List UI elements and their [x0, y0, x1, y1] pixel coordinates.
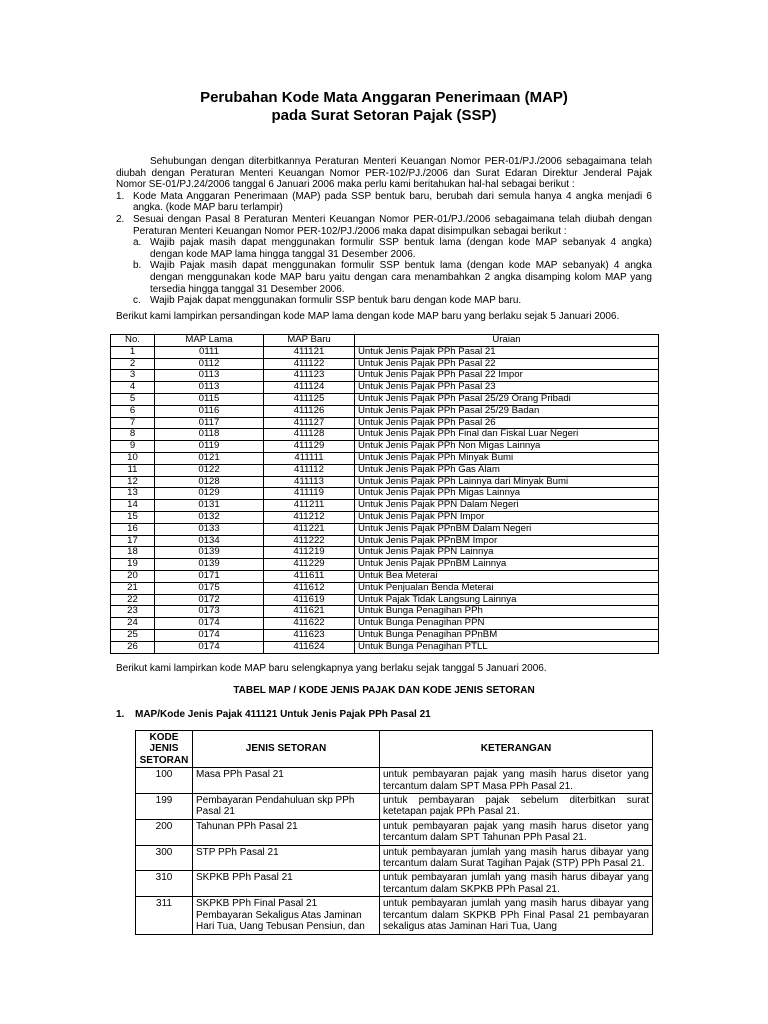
cell-no: 22 [111, 594, 155, 606]
table-row [111, 464, 659, 476]
table-row [111, 606, 659, 618]
table-row [111, 452, 659, 464]
map-table-body [111, 346, 659, 653]
table-row [111, 405, 659, 417]
sub-list-item [116, 260, 652, 295]
cell-uraian: Untuk Jenis Pajak PPh Pasal 22 Impor [355, 370, 659, 382]
cell-map-baru: 411126 [264, 405, 355, 417]
cell-uraian: Untuk Jenis Pajak PPh Migas Lainnya [355, 488, 659, 500]
table-row [136, 794, 653, 820]
table-row [111, 535, 659, 547]
cell-uraian: Untuk Bunga Penagihan PTLL [355, 641, 659, 653]
cell-map-lama: 0122 [155, 464, 264, 476]
cell-map-baru: 411119 [264, 488, 355, 500]
table-row [111, 511, 659, 523]
cell-map-lama: 0119 [155, 441, 264, 453]
cell-kode: 199 [136, 794, 193, 820]
table-row [111, 488, 659, 500]
sub-list-text: Wajib Pajak masih dapat menggunakan formulir SSP bentuk lama (dengan kode MAP sebanyak) 4 angka dengan menggunakan kode MAP baru yaitu dengan cara menambahkan 2 angka disamping kolom MAP yang tersedia hingga tanggal 31 Desember 2006. [150, 260, 652, 295]
cell-map-baru: 411121 [264, 346, 355, 358]
table-row [136, 897, 653, 934]
cell-uraian: Untuk Jenis Pajak PPh Non Migas Lainnya [355, 441, 659, 453]
cell-no: 24 [111, 618, 155, 630]
header-line: JENIS [149, 743, 179, 755]
cell-map-baru: 411622 [264, 618, 355, 630]
cell-map-lama: 0171 [155, 570, 264, 582]
table-row [111, 523, 659, 535]
cell-map-lama: 0132 [155, 511, 264, 523]
list-item [116, 191, 652, 214]
col-header-map-lama: MAP Lama [155, 335, 264, 347]
cell-no: 1 [111, 346, 155, 358]
cell-map-baru: 411211 [264, 500, 355, 512]
cell-uraian: Untuk Penjualan Benda Meterai [355, 582, 659, 594]
cell-no: 16 [111, 523, 155, 535]
cell-map-lama: 0174 [155, 641, 264, 653]
cell-map-baru: 411112 [264, 464, 355, 476]
cell-map-lama: 0174 [155, 618, 264, 630]
cell-no: 23 [111, 606, 155, 618]
cell-jenis: STP PPh Pasal 21 [193, 845, 380, 871]
header-line: SETORAN [139, 754, 189, 766]
cell-no: 19 [111, 559, 155, 571]
cell-map-baru: 411123 [264, 370, 355, 382]
cell-keterangan: untuk pembayaran jumlah yang masih harus dibayar yang tercantum dalam Surat Tagihan Pajak (STP) PPh Pasal 21. [380, 845, 653, 871]
col-header-no: No. [111, 335, 155, 347]
col-header-uraian: Uraian [355, 335, 659, 347]
cell-uraian: Untuk Jenis Pajak PPh Minyak Bumi [355, 452, 659, 464]
cell-no: 14 [111, 500, 155, 512]
cell-uraian: Untuk Jenis Pajak PPnBM Lainnya [355, 559, 659, 571]
col-header-keterangan: KETERANGAN [380, 731, 653, 768]
cell-no: 2 [111, 358, 155, 370]
cell-uraian: Untuk Jenis Pajak PPN Lainnya [355, 547, 659, 559]
cell-map-baru: 411212 [264, 511, 355, 523]
cell-uraian: Untuk Jenis Pajak PPnBM Impor [355, 535, 659, 547]
table-row [111, 382, 659, 394]
cell-uraian: Untuk Jenis Pajak PPh Pasal 21 [355, 346, 659, 358]
cell-map-lama: 0172 [155, 594, 264, 606]
sub-list-text: Wajib pajak masih dapat menggunakan formulir SSP bentuk lama (dengan kode MAP sebanyak 4 angka) dengan kode MAP lama hingga tanggal 31 Desember 2006. [150, 237, 652, 260]
table-row [111, 370, 659, 382]
cell-map-lama: 0139 [155, 559, 264, 571]
table-heading: TABEL MAP / KODE JENIS PAJAK DAN KODE JENIS SETORAN [233, 685, 535, 696]
cell-kode: 311 [136, 897, 193, 934]
cell-uraian: Untuk Jenis Pajak PPN Dalam Negeri [355, 500, 659, 512]
cell-uraian: Untuk Jenis Pajak PPN Impor [355, 511, 659, 523]
cell-no: 9 [111, 441, 155, 453]
col-header-map-baru: MAP Baru [264, 335, 355, 347]
cell-map-lama: 0113 [155, 382, 264, 394]
table-header-row [111, 335, 659, 347]
cell-map-baru: 411612 [264, 582, 355, 594]
cell-map-baru: 411621 [264, 606, 355, 618]
table-row [136, 871, 653, 897]
table-row [111, 641, 659, 653]
cell-uraian: Untuk Bunga Penagihan PPnBM [355, 629, 659, 641]
cell-uraian: Untuk Jenis Pajak PPh Final dan Fiskal Luar Negeri [355, 429, 659, 441]
kode-setoran-table [135, 730, 653, 935]
table-row [111, 570, 659, 582]
cell-map-baru: 411111 [264, 452, 355, 464]
table-row [111, 547, 659, 559]
cell-map-lama: 0175 [155, 582, 264, 594]
cell-no: 7 [111, 417, 155, 429]
cell-map-lama: 0111 [155, 346, 264, 358]
cell-kode: 100 [136, 768, 193, 794]
cell-map-lama: 0133 [155, 523, 264, 535]
cell-map-lama: 0174 [155, 629, 264, 641]
cell-uraian: Untuk Bunga Penagihan PPN [355, 618, 659, 630]
cell-no: 12 [111, 476, 155, 488]
cell-uraian: Untuk Jenis Pajak PPh Pasal 25/29 Badan [355, 405, 659, 417]
list-text: Sesuai dengan Pasal 8 Peraturan Menteri Keuangan Nomor PER-01/PJ./2006 sebagaimana telah diubah dengan Peraturan Menteri Keuangan Nomor PER-102/PJ./2006 maka dapat disimpulkan sebagai berikut : [133, 213, 652, 237]
cell-map-baru: 411222 [264, 535, 355, 547]
cell-uraian: Untuk Jenis Pajak PPh Gas Alam [355, 464, 659, 476]
document-title: Perubahan Kode Mata Anggaran Penerimaan (MAP) [200, 89, 568, 106]
table-row [111, 629, 659, 641]
cell-map-baru: 411128 [264, 429, 355, 441]
table-row [111, 559, 659, 571]
table-row [111, 618, 659, 630]
list-number: 2. [116, 213, 125, 225]
intro-paragraph: Sehubungan dengan diterbitkannya Peraturan Menteri Keuangan Nomor PER-01/PJ./2006 sebagaimana telah diubah dengan Peraturan Menteri Keuangan Nomor PER-102/PJ./2006 dan Surat Edaran Direktur Jenderal Pajak Nomor SE-01/PJ.24/2006 tanggal 6 Januari 2006 maka perlu kami beritahukan hal-hal sebagai berikut : [116, 156, 652, 191]
cell-map-lama: 0173 [155, 606, 264, 618]
cell-no: 6 [111, 405, 155, 417]
cell-uraian: Untuk Jenis Pajak PPh Pasal 22 [355, 358, 659, 370]
cell-no: 18 [111, 547, 155, 559]
sub-list-letter: b. [133, 260, 142, 272]
cell-jenis: Pembayaran Pendahuluan skp PPh Pasal 21 [193, 794, 380, 820]
cell-keterangan: untuk pembayaran pajak sebelum diterbitkan surat ketetapan pajak PPh Pasal 21. [380, 794, 653, 820]
cell-map-baru: 411221 [264, 523, 355, 535]
cell-uraian: Untuk Bea Meterai [355, 570, 659, 582]
table-row [111, 429, 659, 441]
cell-no: 8 [111, 429, 155, 441]
cell-no: 15 [111, 511, 155, 523]
sub-list-letter: c. [133, 295, 141, 307]
cell-no: 5 [111, 393, 155, 405]
cell-uraian: Untuk Jenis Pajak PPh Pasal 25/29 Orang Pribadi [355, 393, 659, 405]
cell-uraian: Untuk Bunga Penagihan PPh [355, 606, 659, 618]
cell-jenis: SKPKB PPh Final Pasal 21 Pembayaran Sekaligus Atas Jaminan Hari Tua, Uang Tebusan Pensiun, dan [193, 897, 380, 934]
cell-map-baru: 411113 [264, 476, 355, 488]
cell-no: 17 [111, 535, 155, 547]
cell-kode: 200 [136, 819, 193, 845]
cell-no: 25 [111, 629, 155, 641]
table-header-row [136, 731, 653, 768]
table-row [111, 358, 659, 370]
comparison-intro-text: Berikut kami lampirkan persandingan kode MAP lama dengan kode MAP baru yang berlaku sejak 5 Januari 2006. [116, 311, 620, 322]
cell-no: 3 [111, 370, 155, 382]
cell-kode: 310 [136, 871, 193, 897]
cell-keterangan: untuk pembayaran pajak yang masih harus disetor yang tercantum dalam SPT Masa PPh Pasal 21. [380, 768, 653, 794]
table-row [111, 441, 659, 453]
document-subtitle: pada Surat Setoran Pajak (SSP) [271, 107, 497, 124]
cell-map-baru: 411124 [264, 382, 355, 394]
cell-uraian: Untuk Jenis Pajak PPnBM Dalam Negeri [355, 523, 659, 535]
col-header-jenis: JENIS SETORAN [193, 731, 380, 768]
cell-map-lama: 0115 [155, 393, 264, 405]
cell-uraian: Untuk Jenis Pajak PPh Pasal 23 [355, 382, 659, 394]
list-number: 1. [116, 190, 125, 202]
cell-map-baru: 411127 [264, 417, 355, 429]
table-row [111, 346, 659, 358]
cell-map-baru: 411623 [264, 629, 355, 641]
sub-list-item [116, 295, 652, 307]
cell-map-baru: 411611 [264, 570, 355, 582]
cell-keterangan: untuk pembayaran pajak yang masih harus disetor yang tercantum dalam SPT Tahunan PPh Pasal 21. [380, 819, 653, 845]
map-comparison-table [110, 334, 659, 654]
cell-keterangan: untuk pembayaran jumlah yang masih harus dibayar yang tercantum dalam SKPKB PPh Final Pasal 21 pembayaran sekaligus atas Jaminan Hari Tua, Uang [380, 897, 653, 934]
table-row [111, 393, 659, 405]
intro-section [116, 156, 652, 307]
cell-kode: 300 [136, 845, 193, 871]
sub-list-letter: a. [133, 237, 142, 249]
cell-map-lama: 0129 [155, 488, 264, 500]
cell-map-baru: 411125 [264, 393, 355, 405]
cell-uraian: Untuk Pajak Tidak Langsung Lainnya [355, 594, 659, 606]
section-title [116, 709, 431, 720]
section-number: 1. [116, 709, 125, 720]
cell-map-lama: 0131 [155, 500, 264, 512]
section-text: MAP/Kode Jenis Pajak 411121 Untuk Jenis Pajak PPh Pasal 21 [135, 709, 431, 720]
cell-keterangan: untuk pembayaran jumlah yang masih harus dibayar yang tercantum dalam SKPKB PPh Pasal 21. [380, 871, 653, 897]
sub-list-text: Wajib Pajak dapat menggunakan formulir SSP bentuk baru dengan kode MAP baru. [150, 295, 522, 307]
cell-no: 11 [111, 464, 155, 476]
table-row [136, 845, 653, 871]
cell-no: 21 [111, 582, 155, 594]
cell-jenis: Masa PPh Pasal 21 [193, 768, 380, 794]
cell-map-lama: 0139 [155, 547, 264, 559]
cell-map-lama: 0128 [155, 476, 264, 488]
cell-map-baru: 411229 [264, 559, 355, 571]
kode-table-body [136, 768, 653, 934]
table-row [111, 582, 659, 594]
table-row [111, 476, 659, 488]
table-row [111, 417, 659, 429]
cell-map-lama: 0113 [155, 370, 264, 382]
cell-jenis: Tahunan PPh Pasal 21 [193, 819, 380, 845]
header-line: KODE [149, 732, 179, 743]
cell-map-baru: 411624 [264, 641, 355, 653]
cell-no: 10 [111, 452, 155, 464]
table-row [111, 594, 659, 606]
cell-uraian: Untuk Jenis Pajak PPh Pasal 26 [355, 417, 659, 429]
sub-list-item [116, 237, 652, 260]
table-row [111, 500, 659, 512]
cell-map-baru: 411129 [264, 441, 355, 453]
cell-map-lama: 0134 [155, 535, 264, 547]
list-text: Kode Mata Anggaran Penerimaan (MAP) pada SSP bentuk baru, berubah dari semula hanya 4 angka menjadi 6 angka. (kode MAP baru terlampir) [133, 190, 652, 214]
cell-map-lama: 0121 [155, 452, 264, 464]
cell-no: 20 [111, 570, 155, 582]
table-row [136, 768, 653, 794]
cell-map-lama: 0118 [155, 429, 264, 441]
cell-map-lama: 0116 [155, 405, 264, 417]
list-item [116, 214, 652, 237]
cell-map-lama: 0112 [155, 358, 264, 370]
cell-no: 13 [111, 488, 155, 500]
cell-no: 4 [111, 382, 155, 394]
cell-map-baru: 411619 [264, 594, 355, 606]
cell-uraian: Untuk Jenis Pajak PPh Lainnya dari Minyak Bumi [355, 476, 659, 488]
cell-map-lama: 0117 [155, 417, 264, 429]
full-list-intro-text: Berikut kami lampirkan kode MAP baru selengkapnya yang berlaku sejak tanggal 5 Januari 2006. [116, 663, 547, 674]
cell-map-baru: 411122 [264, 358, 355, 370]
cell-no: 26 [111, 641, 155, 653]
cell-map-baru: 411219 [264, 547, 355, 559]
col-header-kode [136, 731, 193, 768]
cell-jenis: SKPKB PPh Pasal 21 [193, 871, 380, 897]
table-row [136, 819, 653, 845]
